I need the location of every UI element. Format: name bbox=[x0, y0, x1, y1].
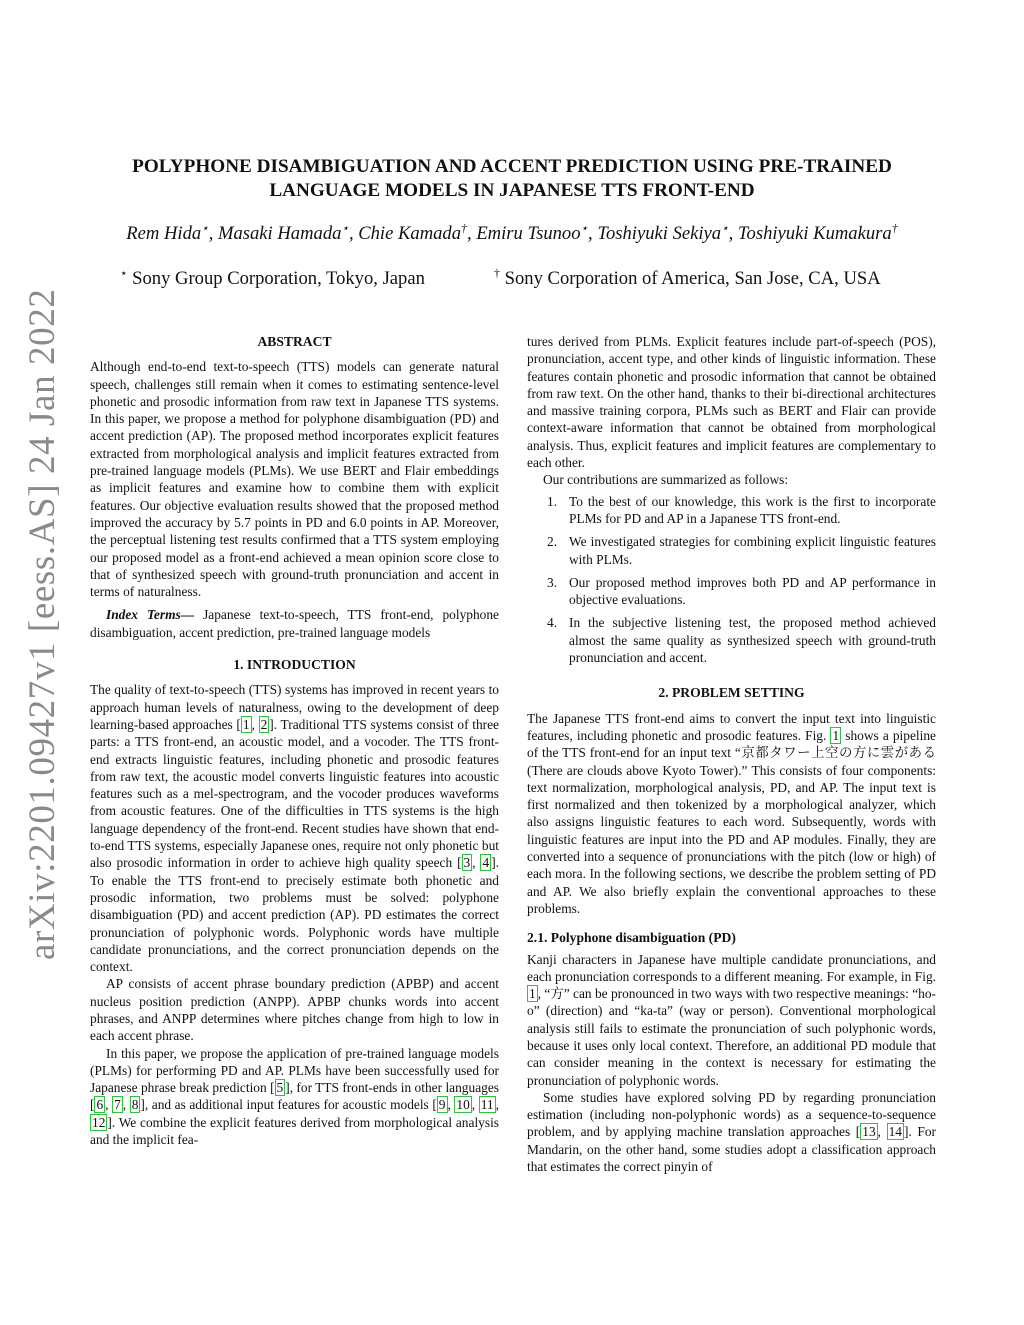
citation-link[interactable]: 1 bbox=[242, 716, 250, 732]
left-column bbox=[90, 333, 499, 1148]
pd-paragraph-2: Some studies have explored solving PD by regarding pronunciation estimation (including non-polyphonic words) as a sequence-to-sequence problem, and by applying machine translation approaches [ 13 , 14 ]. For Mandarin, on the other hand, some studies adopt a classification approach that estimates the correct pinyin of bbox=[527, 1089, 936, 1175]
author: Emiru Tsunoo⋆, bbox=[476, 220, 598, 244]
introduction-heading: 1. INTRODUCTION bbox=[233, 657, 356, 673]
citation-link[interactable]: 4 bbox=[482, 855, 490, 871]
author: Toshiyuki Sekiya⋆, bbox=[597, 220, 738, 244]
abstract-text: Although end-to-end text-to-speech (TTS) models can generate natural speech, challenges still remain when it comes to estimating sentence-level phonetic and prosodic information from raw text in Japanese TTS systems. In this paper, we propose a method for polyphone disambiguation (PD) and accent prediction (AP). The proposed method incorporates explicit features extracted from morphological analysis and implicit features extracted from pre-trained language models (PLMs). We use BERT and Flair embeddings as implicit features and examine how to combine them with explicit features. Our objective evaluation results showed that the proposed method improved the accuracy by 5.7 points in PD and 6.0 points in AP. Moreover, the perceptual listening test results confirmed that a TTS system employing our proposed model as a front-end achieved a mean opinion score close to that of synthesized speech with ground-truth pronunciation and accent in terms of naturalness. bbox=[90, 359, 499, 600]
pd-subsection-heading: 2.1. Polyphone disambiguation (PD) bbox=[527, 930, 736, 946]
author: Chie Kamada†, bbox=[358, 220, 477, 244]
author: Toshiyuki Kumakura† bbox=[737, 220, 898, 244]
intro-paragraph-2: AP consists of accent phrase boundary prediction (APBP) and accent nucleus position prediction (ANPP). APBP chunks words into accent phrases, and ANPP determines where pitches change from high to low in each accent phrase. bbox=[90, 976, 499, 1044]
problem-setting-heading: 2. PROBLEM SETTING bbox=[658, 685, 805, 701]
arxiv-identifier[interactable]: arXiv:2201.09427v1 [eess.AS] 24 Jan 2022 bbox=[22, 288, 63, 960]
citation-link[interactable]: 14 bbox=[888, 1124, 902, 1140]
list-item: 3. Our proposed method improves both PD and AP performance in objective evaluations. bbox=[547, 574, 936, 608]
citation-link[interactable]: 3 bbox=[463, 855, 471, 871]
affiliation-sony-america: † Sony Corporation of America, San Jose, CA, USA bbox=[494, 265, 881, 289]
problem-setting-paragraph: The Japanese TTS front-end aims to convert the input text into linguistic features, including phonetic and prosodic features. Fig. 1 shows a pipeline of the TTS front-end for an input text “京都タワー上空の方に雲がある (There are clouds above Kyoto Tower).” This consists of four components: text normalization, morphological analysis, PD, and AP. The input text is first normalized and then tokenized by a morphological analyzer, which also assigns linguistic features to each word. Subsequently, words with linguistic features are input into the PD and AP modules. Finally, they are converted into a sequence of pronunciations with the pitch (low or high) of each mora. In the following sections, we describe the problem setting of PD and AP. We also briefly explain the conventional approaches to these problems. bbox=[527, 710, 936, 916]
right-column bbox=[527, 333, 936, 1175]
citation-link[interactable]: 13 bbox=[862, 1124, 876, 1140]
figure-link[interactable]: 1 bbox=[529, 986, 536, 1002]
author: Masaki Hamada⋆, bbox=[217, 220, 359, 244]
intro-paragraph-continued: tures derived from PLMs. Explicit features include part-of-speech (POS), pronunciation, accent type, and other kinds of linguistic information. These features contain phonetic and prosodic information that cannot be obtained from raw text. On the other hand, thanks to their bi-directional architectures and massive training corpora, PLMs such as BERT and Flair can provide context-aware information that cannot be obtained from morphological analysis. Thus, explicit features and implicit features are complementary to each other. bbox=[527, 334, 936, 471]
citation-link[interactable]: 8 bbox=[131, 1097, 139, 1113]
citation-link[interactable]: 2 bbox=[260, 716, 268, 732]
figure-link[interactable]: 1 bbox=[832, 727, 840, 743]
citation-link[interactable]: 12 bbox=[92, 1114, 106, 1130]
intro-paragraph-1: The quality of text-to-speech (TTS) systems has improved in recent years to approach human levels of naturalness, owing to the development of deep learning-based approaches [ 1 , 2 ]. Traditional TTS systems consist of three parts: a TTS front-end, an acoustic model, and a vocoder. The TTS front-end extracts linguistic features, including phonetic and prosodic features from raw text, the acoustic model converts linguistic features into acoustic features such as a mel-spectrogram, and the vocoder produces waveforms from acoustic features. One of the difficulties in TTS systems is the high language dependency of the front-end. Recent studies have shown that end-to-end TTS systems, especially Japanese ones, require not only phonetic but also prosodic information in order to achieve high quality speech [ 3 , 4 ]. To enable the TTS front-end to precisely estimate both phonetic and prosodic information, two problems must be solved: polyphone disambiguation (PD) and accent prediction (AP). PD estimates the correct pronunciation of polyphonic words. Polyphonic words have multiple candidate pronunciations, and the correct pronunciation depends on the context. bbox=[90, 682, 500, 975]
author: Rem Hida⋆, bbox=[126, 220, 218, 244]
author-list bbox=[60, 221, 964, 247]
paper-title: POLYPHONE DISAMBIGUATION AND ACCENT PREDICTION USING PRE-TRAINED LANGUAGE MODELS IN JAPANESE TTS FRONT-END bbox=[132, 156, 892, 201]
citation-link[interactable]: 10 bbox=[456, 1097, 470, 1113]
affiliation-sony-group: ⋆ Sony Group Corporation, Tokyo, Japan bbox=[120, 265, 425, 289]
citation-link[interactable]: 6 bbox=[96, 1097, 104, 1113]
pd-paragraph-1: Kanji characters in Japanese have multiple candidate pronunciations, and each pronunciation corresponds to a different meaning. For example, in Fig. 1 , “方” can be pronounced in two ways with two respective meanings: “ho-o” (direction) and “ka-ta” (way or person). Conventional morphological analysis still fails to estimate the pronunciation of such polyphonic words, because it uses only local context. Therefore, an additional PD module that can consider meaning in the context is necessary for estimating the pronunciation of polyphonic words. bbox=[527, 951, 936, 1088]
contributions-list bbox=[527, 493, 936, 667]
list-item: 1. To the best of our knowledge, this work is the first to incorporate PLMs for PD and AP in a Japanese TTS front-end. bbox=[547, 493, 936, 526]
list-item: 2. We investigated strategies for combining explicit linguistic features with PLMs. bbox=[547, 534, 936, 567]
citation-link[interactable]: 5 bbox=[276, 1080, 284, 1096]
citation-link[interactable]: 11 bbox=[480, 1097, 494, 1113]
contributions-intro: Our contributions are summarized as follows: bbox=[543, 472, 789, 488]
abstract-heading: ABSTRACT bbox=[257, 334, 332, 349]
citation-link[interactable]: 9 bbox=[438, 1097, 446, 1113]
index-terms: Index Terms— Japanese text-to-speech, TTS front-end, polyphone disambiguation, accent prediction, pre-trained language models bbox=[90, 607, 499, 640]
list-item: 4. In the subjective listening test, the proposed method achieved almost the same quality as synthesized speech with ground-truth pronunciation and accent. bbox=[547, 615, 936, 666]
intro-paragraph-3: In this paper, we propose the application of pre-trained language models (PLMs) for performing PD and AP. PLMs have been successfully used for Japanese phrase break prediction [ 5 ], for TTS front-ends in other languages [ 6 , 7 , 8 ], and as additional input features for acoustic models [ 9 , 10 , 11 , 12 ]. We combine the explicit features derived from morphological analysis and the implicit fea- bbox=[90, 1045, 499, 1148]
citation-link[interactable]: 7 bbox=[114, 1097, 121, 1113]
